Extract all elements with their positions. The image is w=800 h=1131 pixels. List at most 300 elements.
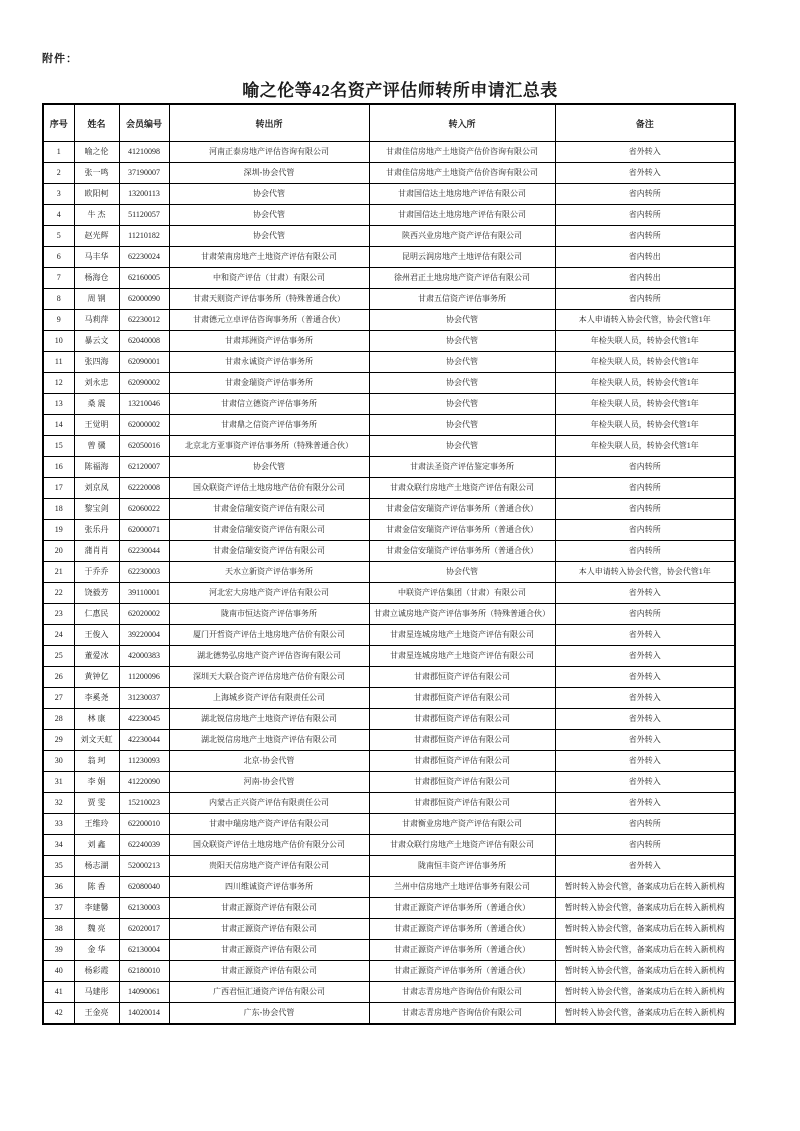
table-row <box>43 163 735 184</box>
cell-transfer-out-firm: 广东-协会代管 <box>169 1003 369 1025</box>
cell-transfer-out-firm: 甘肃正源资产评估有限公司 <box>169 898 369 919</box>
cell-transfer-out-firm: 厦门开哲资产评估土地房地产估价有限公司 <box>169 625 369 646</box>
cell-member-id: 62230044 <box>119 541 169 562</box>
table-row <box>43 772 735 793</box>
cell-transfer-out-firm: 甘肃永诚资产评估事务所 <box>169 352 369 373</box>
cell-transfer-in-firm: 甘肃郡恒资产评估有限公司 <box>369 688 555 709</box>
attachment-label: 附件： <box>42 53 78 65</box>
cell-member-id: 62000090 <box>119 289 169 310</box>
cell-transfer-in-firm: 甘肃志青房地产咨询估价有限公司 <box>369 1003 555 1025</box>
cell-transfer-in-firm: 协会代管 <box>369 562 555 583</box>
table-row <box>43 478 735 499</box>
table-row <box>43 667 735 688</box>
cell-transfer-out-firm: 北京-协会代管 <box>169 751 369 772</box>
table-row <box>43 436 735 457</box>
cell-transfer-out-firm: 甘肃鼎之信资产评估事务所 <box>169 415 369 436</box>
cell-transfer-in-firm: 徐州君正土地房地产资产评估有限公司 <box>369 268 555 289</box>
cell-transfer-in-firm: 甘肃正源资产评估事务所（普通合伙） <box>369 898 555 919</box>
cell-transfer-out-firm: 中和资产评估（甘肃）有限公司 <box>169 268 369 289</box>
cell-name: 黎宝剑 <box>74 499 119 520</box>
cell-index: 41 <box>43 982 74 1003</box>
cell-remark: 暂时转入协会代管，备案成功后在转入新机构 <box>555 940 735 961</box>
cell-index: 33 <box>43 814 74 835</box>
table-row <box>43 982 735 1003</box>
cell-remark: 省内转所 <box>555 226 735 247</box>
cell-name: 牛 杰 <box>74 205 119 226</box>
cell-name: 刘 鑫 <box>74 835 119 856</box>
cell-transfer-out-firm: 甘肃正源资产评估有限公司 <box>169 919 369 940</box>
column-header-index: 序号 <box>43 104 74 142</box>
cell-name: 欧阳柯 <box>74 184 119 205</box>
cell-name: 蒲肖肖 <box>74 541 119 562</box>
cell-index: 32 <box>43 793 74 814</box>
cell-transfer-out-firm: 陇南市恒达资产评估事务所 <box>169 604 369 625</box>
table-row <box>43 835 735 856</box>
cell-index: 24 <box>43 625 74 646</box>
cell-name: 魏 亮 <box>74 919 119 940</box>
cell-index: 38 <box>43 919 74 940</box>
cell-index: 26 <box>43 667 74 688</box>
cell-transfer-out-firm: 甘肃天则资产评估事务所（特殊普通合伙） <box>169 289 369 310</box>
cell-transfer-in-firm: 陇南恒丰资产评估事务所 <box>369 856 555 877</box>
cell-index: 8 <box>43 289 74 310</box>
cell-name: 黄钟亿 <box>74 667 119 688</box>
cell-remark: 年检失联人员，转协会代管1年 <box>555 436 735 457</box>
cell-member-id: 39110001 <box>119 583 169 604</box>
cell-transfer-out-firm: 深圳-协会代管 <box>169 163 369 184</box>
cell-remark: 省内转所 <box>555 520 735 541</box>
cell-index: 20 <box>43 541 74 562</box>
cell-member-id: 15210023 <box>119 793 169 814</box>
column-header-remark: 备注 <box>555 104 735 142</box>
cell-remark: 省外转入 <box>555 625 735 646</box>
table-row <box>43 310 735 331</box>
cell-member-id: 62080040 <box>119 877 169 898</box>
cell-member-id: 62090002 <box>119 373 169 394</box>
table-row <box>43 1003 735 1025</box>
cell-transfer-in-firm: 甘肃佳信房地产土地资产估价咨询有限公司 <box>369 142 555 163</box>
table-row <box>43 541 735 562</box>
cell-transfer-out-firm: 湖北锐信房地产土地资产评估有限公司 <box>169 709 369 730</box>
table-row <box>43 142 735 163</box>
cell-transfer-out-firm: 甘肃正源资产评估有限公司 <box>169 961 369 982</box>
cell-remark: 省外转入 <box>555 583 735 604</box>
cell-remark: 省内转所 <box>555 814 735 835</box>
cell-member-id: 41220090 <box>119 772 169 793</box>
cell-transfer-out-firm: 北京北方亚事资产评估事务所（特殊普通合伙） <box>169 436 369 457</box>
cell-index: 31 <box>43 772 74 793</box>
cell-member-id: 14020014 <box>119 1003 169 1025</box>
cell-member-id: 13210046 <box>119 394 169 415</box>
cell-name: 李奚尧 <box>74 688 119 709</box>
cell-index: 7 <box>43 268 74 289</box>
cell-remark: 省外转入 <box>555 646 735 667</box>
cell-transfer-in-firm: 甘肃郡恒资产评估有限公司 <box>369 709 555 730</box>
cell-index: 10 <box>43 331 74 352</box>
cell-index: 3 <box>43 184 74 205</box>
cell-index: 39 <box>43 940 74 961</box>
cell-transfer-in-firm: 甘肃郡恒资产评估有限公司 <box>369 730 555 751</box>
cell-remark: 省内转出 <box>555 247 735 268</box>
cell-member-id: 51120057 <box>119 205 169 226</box>
cell-name: 李建馨 <box>74 898 119 919</box>
table-row <box>43 751 735 772</box>
cell-member-id: 42000383 <box>119 646 169 667</box>
table-row <box>43 247 735 268</box>
cell-transfer-out-firm: 甘肃荣南房地产土地资产评估有限公司 <box>169 247 369 268</box>
cell-index: 13 <box>43 394 74 415</box>
cell-transfer-out-firm: 甘肃金瑞资产评估事务所 <box>169 373 369 394</box>
cell-remark: 本人申请转入协会代管，协会代管1年 <box>555 562 735 583</box>
cell-member-id: 62230012 <box>119 310 169 331</box>
cell-name: 刘永忠 <box>74 373 119 394</box>
cell-name: 陈福海 <box>74 457 119 478</box>
cell-transfer-in-firm: 甘肃志青房地产咨询估价有限公司 <box>369 982 555 1003</box>
cell-transfer-in-firm: 甘肃立诚房地产资产评估事务所（特殊普通合伙） <box>369 604 555 625</box>
table-row <box>43 583 735 604</box>
cell-name: 赵光辉 <box>74 226 119 247</box>
table-row <box>43 226 735 247</box>
cell-name: 马莉萍 <box>74 310 119 331</box>
cell-remark: 年检失联人员，转协会代管1年 <box>555 415 735 436</box>
cell-transfer-in-firm: 协会代管 <box>369 352 555 373</box>
cell-index: 5 <box>43 226 74 247</box>
table-row <box>43 856 735 877</box>
cell-transfer-in-firm: 甘肃国信达土地房地产评估有限公司 <box>369 205 555 226</box>
cell-member-id: 11210182 <box>119 226 169 247</box>
cell-transfer-out-firm: 协会代管 <box>169 226 369 247</box>
table-row <box>43 919 735 940</box>
column-header-name: 姓名 <box>74 104 119 142</box>
cell-transfer-in-firm: 中联资产评估集团（甘肃）有限公司 <box>369 583 555 604</box>
cell-transfer-out-firm: 甘肃金信瑞安资产评估有限公司 <box>169 520 369 541</box>
cell-index: 36 <box>43 877 74 898</box>
cell-member-id: 62060022 <box>119 499 169 520</box>
cell-name: 张四海 <box>74 352 119 373</box>
cell-name: 周 钢 <box>74 289 119 310</box>
cell-remark: 省外转入 <box>555 772 735 793</box>
cell-member-id: 62120007 <box>119 457 169 478</box>
cell-index: 42 <box>43 1003 74 1025</box>
cell-transfer-out-firm: 河南-协会代管 <box>169 772 369 793</box>
cell-remark: 省外转入 <box>555 793 735 814</box>
cell-transfer-out-firm: 深圳天大联合资产评估房地产估价有限公司 <box>169 667 369 688</box>
cell-member-id: 11230093 <box>119 751 169 772</box>
cell-name: 贾 雯 <box>74 793 119 814</box>
cell-name: 张一鸣 <box>74 163 119 184</box>
table-row <box>43 940 735 961</box>
cell-remark: 省外转入 <box>555 163 735 184</box>
cell-transfer-out-firm: 上海城乡资产评估有限责任公司 <box>169 688 369 709</box>
cell-index: 22 <box>43 583 74 604</box>
cell-transfer-in-firm: 甘肃众联行房地产土地资产评估有限公司 <box>369 835 555 856</box>
cell-remark: 省外转入 <box>555 856 735 877</box>
cell-member-id: 42230045 <box>119 709 169 730</box>
cell-member-id: 62020002 <box>119 604 169 625</box>
cell-remark: 暂时转入协会代管，备案成功后在转入新机构 <box>555 1003 735 1025</box>
cell-transfer-in-firm: 协会代管 <box>369 415 555 436</box>
cell-remark: 省内转所 <box>555 604 735 625</box>
cell-remark: 暂时转入协会代管，备案成功后在转入新机构 <box>555 919 735 940</box>
cell-name: 王维玲 <box>74 814 119 835</box>
cell-transfer-in-firm: 甘肃正源资产评估事务所（普通合伙） <box>369 919 555 940</box>
cell-transfer-out-firm: 国众联资产评估土地房地产估价有限分公司 <box>169 478 369 499</box>
cell-member-id: 39220004 <box>119 625 169 646</box>
table-body <box>43 142 735 1025</box>
cell-transfer-in-firm: 协会代管 <box>369 436 555 457</box>
cell-remark: 年检失联人员，转协会代管1年 <box>555 331 735 352</box>
page-title: 喻之伦等42名资产评估师转所申请汇总表 <box>242 81 558 100</box>
cell-name: 金 华 <box>74 940 119 961</box>
cell-index: 17 <box>43 478 74 499</box>
table-row <box>43 877 735 898</box>
cell-remark: 暂时转入协会代管，备案成功后在转入新机构 <box>555 877 735 898</box>
cell-transfer-in-firm: 协会代管 <box>369 331 555 352</box>
cell-index: 2 <box>43 163 74 184</box>
cell-name: 于乔乔 <box>74 562 119 583</box>
table-row <box>43 289 735 310</box>
cell-remark: 年检失联人员，转协会代管1年 <box>555 373 735 394</box>
cell-remark: 省内转所 <box>555 478 735 499</box>
cell-transfer-out-firm: 广西君恒汇通资产评估有限公司 <box>169 982 369 1003</box>
cell-transfer-out-firm: 协会代管 <box>169 457 369 478</box>
cell-remark: 省内转所 <box>555 184 735 205</box>
cell-transfer-in-firm: 甘肃衡业房地产资产评估有限公司 <box>369 814 555 835</box>
cell-index: 37 <box>43 898 74 919</box>
cell-transfer-in-firm: 甘肃五信资产评估事务所 <box>369 289 555 310</box>
cell-index: 40 <box>43 961 74 982</box>
cell-transfer-out-firm: 甘肃金信瑞安资产评估有限公司 <box>169 541 369 562</box>
cell-transfer-out-firm: 协会代管 <box>169 205 369 226</box>
cell-remark: 省外转入 <box>555 751 735 772</box>
cell-member-id: 42230044 <box>119 730 169 751</box>
cell-member-id: 62090001 <box>119 352 169 373</box>
cell-transfer-out-firm: 协会代管 <box>169 184 369 205</box>
cell-transfer-in-firm: 甘肃佳信房地产土地资产估价咨询有限公司 <box>369 163 555 184</box>
cell-transfer-out-firm: 湖北德势弘房地产资产评估咨询有限公司 <box>169 646 369 667</box>
cell-index: 12 <box>43 373 74 394</box>
table-row <box>43 373 735 394</box>
cell-member-id: 62130003 <box>119 898 169 919</box>
cell-remark: 省外转入 <box>555 730 735 751</box>
cell-transfer-out-firm: 天水立新资产评估事务所 <box>169 562 369 583</box>
cell-member-id: 52000213 <box>119 856 169 877</box>
table-row <box>43 730 735 751</box>
table-row <box>43 898 735 919</box>
cell-index: 15 <box>43 436 74 457</box>
cell-member-id: 62000071 <box>119 520 169 541</box>
cell-member-id: 62000002 <box>119 415 169 436</box>
column-header-member-id: 会员编号 <box>119 104 169 142</box>
cell-member-id: 62180010 <box>119 961 169 982</box>
cell-transfer-out-firm: 河南正泰房地产评估咨询有限公司 <box>169 142 369 163</box>
cell-name: 曾 骥 <box>74 436 119 457</box>
cell-index: 4 <box>43 205 74 226</box>
cell-remark: 暂时转入协会代管，备案成功后在转入新机构 <box>555 898 735 919</box>
cell-name: 王俊入 <box>74 625 119 646</box>
cell-remark: 省内转所 <box>555 835 735 856</box>
cell-name: 马丰华 <box>74 247 119 268</box>
cell-name: 陈 香 <box>74 877 119 898</box>
cell-member-id: 31230037 <box>119 688 169 709</box>
cell-transfer-in-firm: 甘肃金信安瑞资产评估事务所（普通合伙） <box>369 520 555 541</box>
cell-name: 杨彩霞 <box>74 961 119 982</box>
cell-transfer-out-firm: 甘肃金信瑞安资产评估有限公司 <box>169 499 369 520</box>
cell-remark: 省内转出 <box>555 268 735 289</box>
cell-member-id: 62200010 <box>119 814 169 835</box>
cell-transfer-out-firm: 四川维诚资产评估事务所 <box>169 877 369 898</box>
cell-member-id: 62050016 <box>119 436 169 457</box>
table-row <box>43 562 735 583</box>
cell-transfer-in-firm: 甘肃郡恒资产评估有限公司 <box>369 751 555 772</box>
cell-member-id: 11200096 <box>119 667 169 688</box>
table-row <box>43 268 735 289</box>
cell-index: 9 <box>43 310 74 331</box>
table-row <box>43 814 735 835</box>
cell-transfer-out-firm: 甘肃德元立卓评估咨询事务所（普通合伙） <box>169 310 369 331</box>
cell-member-id: 37190007 <box>119 163 169 184</box>
cell-index: 16 <box>43 457 74 478</box>
cell-transfer-in-firm: 协会代管 <box>369 373 555 394</box>
cell-transfer-in-firm: 甘肃郡恒资产评估有限公司 <box>369 667 555 688</box>
cell-member-id: 62160005 <box>119 268 169 289</box>
table-header-row <box>43 104 735 142</box>
cell-index: 1 <box>43 142 74 163</box>
cell-name: 仁惠民 <box>74 604 119 625</box>
table-row <box>43 709 735 730</box>
cell-index: 6 <box>43 247 74 268</box>
cell-name: 刘文天虹 <box>74 730 119 751</box>
cell-index: 11 <box>43 352 74 373</box>
cell-remark: 省内转所 <box>555 457 735 478</box>
cell-member-id: 62230024 <box>119 247 169 268</box>
cell-member-id: 62240039 <box>119 835 169 856</box>
cell-transfer-out-firm: 内蒙古正兴资产评估有限责任公司 <box>169 793 369 814</box>
table-header <box>43 104 735 142</box>
cell-index: 28 <box>43 709 74 730</box>
cell-transfer-out-firm: 甘肃邦洲资产评估事务所 <box>169 331 369 352</box>
cell-name: 李 娟 <box>74 772 119 793</box>
cell-member-id: 62220008 <box>119 478 169 499</box>
cell-index: 27 <box>43 688 74 709</box>
cell-name: 刘京凤 <box>74 478 119 499</box>
cell-name: 林 康 <box>74 709 119 730</box>
cell-member-id: 62020017 <box>119 919 169 940</box>
cell-name: 杨海仓 <box>74 268 119 289</box>
cell-remark: 省内转所 <box>555 289 735 310</box>
cell-index: 21 <box>43 562 74 583</box>
table-row <box>43 688 735 709</box>
table-row <box>43 457 735 478</box>
table-row <box>43 520 735 541</box>
cell-remark: 省外转入 <box>555 688 735 709</box>
cell-transfer-in-firm: 甘肃国信达土地房地产评估有限公司 <box>369 184 555 205</box>
cell-remark: 省外转入 <box>555 667 735 688</box>
cell-remark: 年检失联人员，转协会代管1年 <box>555 352 735 373</box>
cell-transfer-in-firm: 甘肃金信安瑞资产评估事务所（普通合伙） <box>369 499 555 520</box>
cell-index: 25 <box>43 646 74 667</box>
transfer-summary-table <box>42 103 736 1025</box>
cell-remark: 省外转入 <box>555 709 735 730</box>
cell-index: 18 <box>43 499 74 520</box>
table-row <box>43 205 735 226</box>
cell-transfer-in-firm: 甘肃郡恒资产评估有限公司 <box>369 793 555 814</box>
cell-index: 34 <box>43 835 74 856</box>
cell-transfer-in-firm: 甘肃金信安瑞资产评估事务所（普通合伙） <box>369 541 555 562</box>
column-header-transfer-out-firm: 转出所 <box>169 104 369 142</box>
cell-remark: 本人申请转入协会代管，协会代管1年 <box>555 310 735 331</box>
cell-transfer-out-firm: 甘肃中瑞房地产资产评估有限公司 <box>169 814 369 835</box>
cell-name: 董爱冰 <box>74 646 119 667</box>
table-row <box>43 604 735 625</box>
cell-transfer-in-firm: 昆明云润房地产土地评估有限公司 <box>369 247 555 268</box>
cell-remark: 省内转所 <box>555 205 735 226</box>
cell-remark: 年检失联人员，转协会代管1年 <box>555 394 735 415</box>
cell-index: 23 <box>43 604 74 625</box>
cell-member-id: 62230003 <box>119 562 169 583</box>
cell-name: 王金亮 <box>74 1003 119 1025</box>
cell-transfer-out-firm: 河北宏大房地产资产评估有限公司 <box>169 583 369 604</box>
table-row <box>43 352 735 373</box>
cell-transfer-in-firm: 甘肃郡恒资产评估有限公司 <box>369 772 555 793</box>
table-row <box>43 394 735 415</box>
cell-transfer-out-firm: 甘肃正源资产评估有限公司 <box>169 940 369 961</box>
cell-index: 29 <box>43 730 74 751</box>
table-row <box>43 625 735 646</box>
cell-name: 翁 珂 <box>74 751 119 772</box>
cell-transfer-in-firm: 陕西兴业房地产资产评估有限公司 <box>369 226 555 247</box>
cell-name: 杨志湖 <box>74 856 119 877</box>
cell-transfer-in-firm: 甘肃星连城房地产土地资产评估有限公司 <box>369 646 555 667</box>
cell-member-id: 41210098 <box>119 142 169 163</box>
cell-remark: 暂时转入协会代管，备案成功后在转入新机构 <box>555 961 735 982</box>
cell-remark: 省内转所 <box>555 499 735 520</box>
cell-name: 喻之伦 <box>74 142 119 163</box>
cell-name: 马建彤 <box>74 982 119 1003</box>
cell-name: 暴云文 <box>74 331 119 352</box>
table-row <box>43 184 735 205</box>
cell-name: 张乐丹 <box>74 520 119 541</box>
table-row <box>43 793 735 814</box>
cell-index: 35 <box>43 856 74 877</box>
table-row <box>43 415 735 436</box>
cell-index: 30 <box>43 751 74 772</box>
cell-transfer-out-firm: 甘肃信立德资产评估事务所 <box>169 394 369 415</box>
cell-name: 王觉明 <box>74 415 119 436</box>
cell-transfer-in-firm: 甘肃法圣资产评估鉴定事务所 <box>369 457 555 478</box>
cell-transfer-in-firm: 兰州中信房地产土地评估事务有限公司 <box>369 877 555 898</box>
cell-index: 19 <box>43 520 74 541</box>
cell-name: 饶毅芳 <box>74 583 119 604</box>
cell-name: 桑 震 <box>74 394 119 415</box>
column-header-transfer-in-firm: 转入所 <box>369 104 555 142</box>
cell-member-id: 14090061 <box>119 982 169 1003</box>
cell-transfer-out-firm: 贵阳天信房地产资产评估有限公司 <box>169 856 369 877</box>
table-row <box>43 499 735 520</box>
cell-transfer-in-firm: 协会代管 <box>369 394 555 415</box>
cell-remark: 暂时转入协会代管，备案成功后在转入新机构 <box>555 982 735 1003</box>
table-row <box>43 331 735 352</box>
cell-index: 14 <box>43 415 74 436</box>
cell-remark: 省外转入 <box>555 142 735 163</box>
cell-member-id: 13200113 <box>119 184 169 205</box>
cell-transfer-in-firm: 甘肃正源资产评估事务所（普通合伙） <box>369 940 555 961</box>
cell-transfer-in-firm: 协会代管 <box>369 310 555 331</box>
cell-transfer-out-firm: 国众联资产评估土地房地产估价有限分公司 <box>169 835 369 856</box>
cell-member-id: 62130004 <box>119 940 169 961</box>
cell-remark: 省内转所 <box>555 541 735 562</box>
cell-member-id: 62040008 <box>119 331 169 352</box>
